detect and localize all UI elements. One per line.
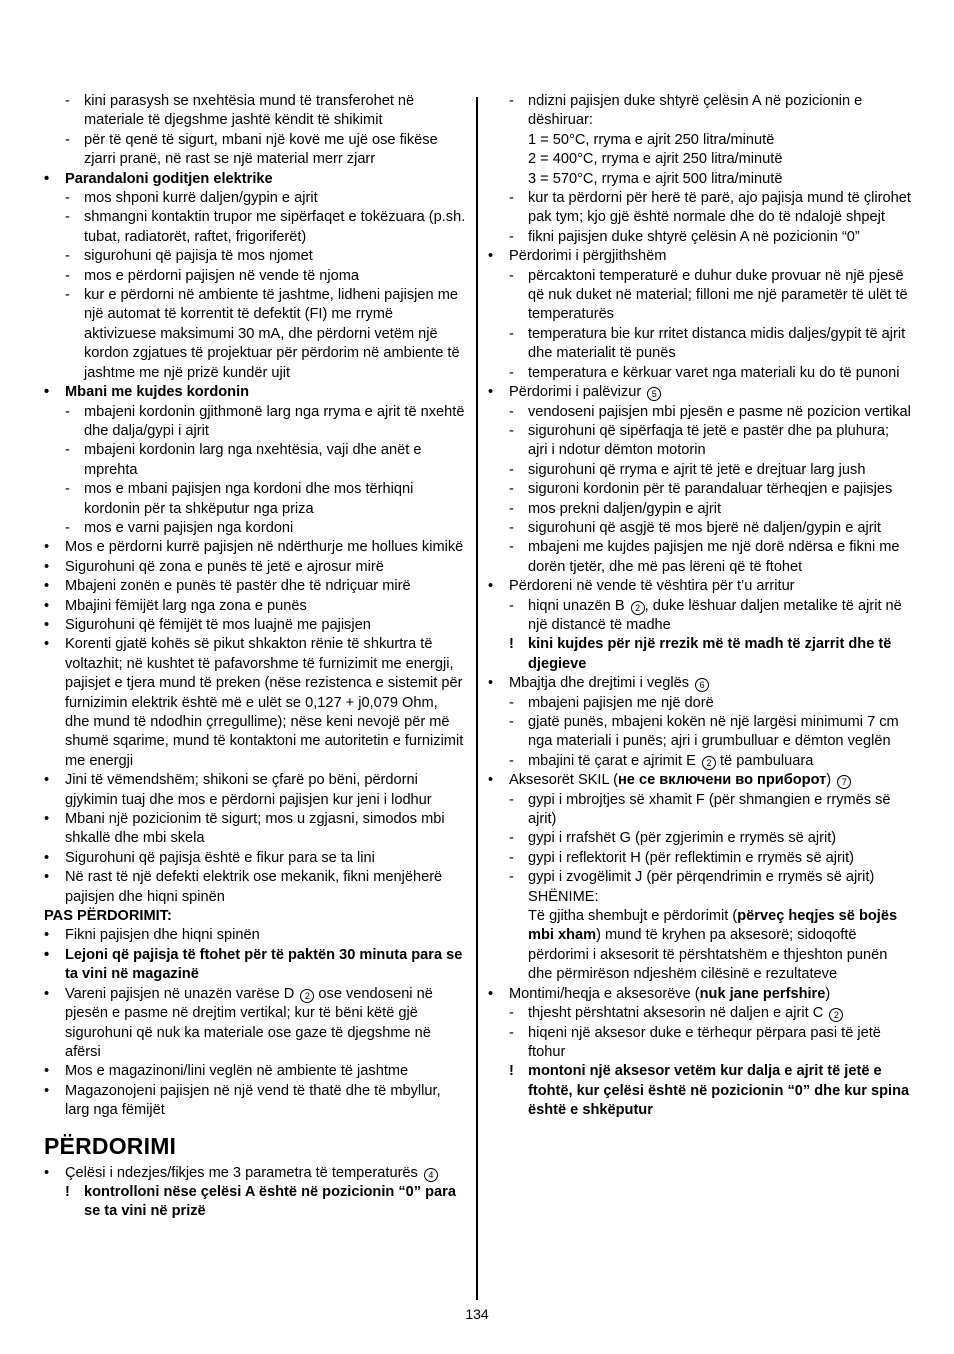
- text-run: ): [825, 985, 831, 1002]
- item-text: Mbajini fëmijët larg nga zona e punës: [65, 597, 307, 614]
- item-text: Jini të vëmendshëm; shikoni se çfarë po bëni, përdorni gjykimin tuaj dhe mos e përdorni pajisjen kur jeni i lodhur: [65, 772, 432, 808]
- bullet-item: [44, 1164, 466, 1183]
- item-text: Mbani një pozicionim të sigurt; mos u zgjasni, simodos mbi shkallë dhe mbi skela: [65, 811, 445, 847]
- bullet-mark: •: [488, 384, 494, 401]
- item-text: mos e mbani pajisjen nga kordoni dhe mos tërhiqni kordonin për ta shkëputur nga priza: [84, 481, 414, 517]
- bullet-item: [488, 985, 912, 1004]
- item-text: Përdoreni në vende të vështira për t’u arritur: [509, 578, 795, 595]
- bullet-item: [44, 538, 466, 557]
- warning-mark: !: [509, 636, 514, 653]
- item-text: vendoseni pajisjen mbi pjesën e pasme në pozicion vertikal: [528, 403, 911, 420]
- section-heading: PËRDORIMI: [44, 1132, 177, 1159]
- dash-mark: -: [509, 190, 514, 207]
- dash-mark: -: [509, 481, 514, 498]
- continuation-text: [488, 907, 912, 985]
- bold-text: përveç heqjes së bojës mbi xham: [528, 908, 898, 944]
- bullet-item: [44, 868, 466, 907]
- item-text: PAS PËRDORIMIT:: [44, 908, 172, 925]
- right-column: [488, 92, 912, 1121]
- item-text: mos e përdorni pajisjen në vende të njoma: [84, 267, 360, 284]
- item-text: mos shponi kurrë daljen/gypin e ajrit: [84, 190, 318, 207]
- bullet-mark: •: [488, 985, 494, 1002]
- continuation-text: [488, 170, 912, 189]
- item-text: Në rast të një defekti elektrik ose mekanik, fikni menjëherë pajisjen dhe hiqni spinën: [65, 869, 443, 905]
- item-text: Sigurohuni që zona e punës të jetë e ajrosur mirë: [65, 558, 384, 575]
- item-text: Sigurohuni që pajisja është e fikur para se ta lini: [65, 849, 375, 866]
- bullet-mark: •: [44, 869, 50, 886]
- bullet-mark: •: [44, 597, 50, 614]
- text-run: Montimi/heqja e aksesorëve (: [509, 985, 700, 1002]
- dash-mark: -: [509, 228, 514, 245]
- item-text: sigurohuni që rryma e ajrit të jetë e drejtuar larg jush: [528, 461, 866, 478]
- sub-item: [488, 1004, 912, 1023]
- dash-mark: -: [509, 403, 514, 420]
- sub-item: [488, 694, 912, 713]
- dash-mark: -: [509, 422, 514, 439]
- figure-ref-badge: 2: [631, 601, 645, 615]
- item-text: gypi i reflektorit H (për reflektimin e rrymës së ajrit): [528, 849, 855, 866]
- sub-item: [44, 441, 466, 480]
- bullet-mark: •: [488, 248, 494, 265]
- bullet-item: [44, 810, 466, 849]
- item-text: montoni një aksesor vetëm kur dalja e ajrit të jetë e ftohtë, kur çelësi është në pozicionin “0” dhe kur spina është e shkëputur: [528, 1063, 910, 1119]
- dash-mark: -: [509, 539, 514, 556]
- figure-ref-badge: 5: [647, 387, 661, 401]
- bullet-mark: •: [44, 1063, 50, 1080]
- dash-mark: -: [509, 93, 514, 109]
- bullet-item: [44, 849, 466, 868]
- dash-mark: -: [65, 442, 70, 459]
- dash-mark: -: [509, 519, 514, 536]
- warning-mark: !: [65, 1183, 70, 1200]
- bullet-item: [44, 1082, 466, 1121]
- bullet-item: [44, 926, 466, 945]
- bullet-mark: •: [488, 578, 494, 595]
- bullet-mark: •: [488, 772, 494, 789]
- item-text: kur ta përdorni për herë të parë, ajo pajisja mund të çlirohet pak tym; kjo gjë është normale dhe do të ndalojë shpejt: [528, 190, 911, 226]
- dash-mark: -: [509, 1024, 514, 1041]
- bullet-item: [488, 771, 912, 790]
- bold-text: не се включени во приборот: [617, 772, 827, 789]
- item-text: mos e varni pajisjen nga kordoni: [84, 519, 294, 536]
- bullet-mark: •: [44, 384, 50, 401]
- figure-ref-badge: 4: [424, 1168, 438, 1182]
- bullet-mark: •: [44, 558, 50, 575]
- text-run: , duke lëshuar daljen metalike të ajrit në një distancë të madhe: [528, 597, 902, 633]
- dash-mark: -: [509, 714, 514, 730]
- sub-item: [488, 92, 912, 131]
- item-text: Magazonojeni pajisjen në një vend të thatë dhe të mbyllur, larg nga fëmijët: [65, 1082, 441, 1119]
- item-text: përcaktoni temperaturë e duhur duke provuar në një pjesë që nuk duket në material; filloni me një parametër të ulët të temperaturës: [528, 267, 908, 323]
- bullet-mark: •: [44, 985, 50, 1002]
- item-text: temperatura bie kur rritet distanca midis daljes/gypit të ajrit dhe materialit të punës: [528, 325, 906, 362]
- item-text: kini kujdes për një rrezik më të madh të zjarrit dhe të djegieve: [528, 636, 892, 672]
- dash-mark: -: [509, 267, 514, 284]
- bullet-item: [44, 771, 466, 810]
- text-run: mbajini të çarat e ajrimit E: [528, 752, 700, 769]
- continuation-text: [488, 150, 912, 169]
- item-text: Parandaloni goditjen elektrike: [65, 170, 273, 187]
- sub-item: [44, 208, 466, 247]
- item-text: hiqeni një aksesor duke e tërhequr përpara pasi të jetë ftohur: [528, 1024, 881, 1060]
- dash-mark: -: [509, 325, 514, 342]
- item-text: ndizni pajisjen duke shtyrë çelësin A në pozicionin e dëshiruar:: [528, 93, 863, 129]
- bullet-item: [44, 577, 466, 596]
- dash-mark: -: [65, 267, 70, 284]
- bullet-mark: •: [44, 1164, 50, 1181]
- sub-item: [488, 480, 912, 499]
- bullet-mark: •: [44, 927, 50, 944]
- item-text: gypi i zvogëlimit J (për përqendrimin e rrymës së ajrit): [528, 869, 875, 886]
- figure-ref-badge: 7: [837, 775, 851, 789]
- dash-mark: -: [65, 248, 70, 265]
- dash-mark: -: [65, 481, 70, 498]
- dash-mark: -: [65, 190, 70, 207]
- sub-item: [488, 422, 912, 461]
- dash-mark: -: [509, 461, 514, 478]
- sub-item: [44, 519, 466, 538]
- dash-mark: -: [509, 869, 514, 886]
- item-text: Lejoni që pajisja të ftohet për të paktën 30 minuta para se ta vini në magazinë: [65, 946, 463, 983]
- bullet-item: [44, 616, 466, 635]
- bullet-mark: •: [44, 578, 50, 595]
- bullet-item: [44, 558, 466, 577]
- sub-item: [488, 403, 912, 422]
- bold-text: nuk jane perfshire: [699, 985, 826, 1002]
- text-run: Aksesorët SKIL (: [509, 772, 618, 789]
- item-text: siguroni kordonin për të parandaluar tërheqjen e pajisjes: [528, 481, 893, 498]
- bullet-mark: •: [44, 772, 50, 789]
- sub-item: [488, 461, 912, 480]
- text-run: të pambuluara: [715, 752, 814, 769]
- figure-ref-badge: 2: [702, 756, 716, 770]
- figure-ref-badge: 6: [695, 678, 709, 692]
- dash-mark: -: [509, 752, 514, 769]
- dash-mark: -: [65, 131, 70, 148]
- warning-item: [488, 1062, 912, 1120]
- bullet-mark: •: [44, 946, 50, 963]
- sub-item: [488, 597, 912, 636]
- sub-item: [44, 189, 466, 208]
- text-run: Përdorimi i palëvizur: [509, 384, 646, 401]
- item-text: sigurohuni që asgjë të mos bjerë në daljen/gypin e ajrit: [528, 519, 881, 536]
- text-run: Vareni pajisjen në unazën varëse D: [65, 985, 299, 1002]
- bullet-item: [44, 597, 466, 616]
- item-text: Mbajeni zonën e punës të pastër dhe të ndriçuar mirë: [65, 578, 411, 595]
- paragraph: [44, 907, 466, 926]
- text-run: Çelësi i ndezjes/fikjes me 3 parametra të temperaturës: [65, 1164, 422, 1181]
- bullet-mark: •: [44, 1082, 50, 1099]
- sub-item: [488, 849, 912, 868]
- item-text: sigurohuni që pajisja të mos njomet: [84, 248, 313, 265]
- item-text: për të qenë të sigurt, mbani një kovë me ujë ose fikëse zjarri pranë, në rast se një material merr zjarr: [84, 131, 438, 168]
- item-text: Mos e përdorni kurrë pajisjen në ndërthurje me hollues kimikë: [65, 539, 464, 556]
- dash-mark: -: [509, 364, 514, 381]
- sub-item: [44, 92, 466, 131]
- dash-mark: -: [509, 849, 514, 866]
- dash-mark: -: [509, 1005, 514, 1022]
- warning-item: [488, 635, 912, 674]
- sub-item: [44, 286, 466, 383]
- text-run: ose vendoseni në pjesën e pasme në drejtim vertikal; kur të bëni këtë gjë sigurohuni që nuk ka materiale ose gaze të djegshme në afërsi: [65, 985, 433, 1060]
- dash-mark: -: [65, 519, 70, 536]
- bullet-mark: •: [44, 539, 50, 556]
- item-text: gypi i rrafshët G (për zgjerimin e rrymës së ajrit): [528, 830, 837, 847]
- dash-mark: -: [509, 791, 514, 808]
- sub-item: [488, 228, 912, 247]
- item-text: Mos e magazinoni/lini veglën në ambiente të jashtme: [65, 1063, 409, 1080]
- item-text: Mbani me kujdes kordonin: [65, 384, 250, 401]
- item-text: fikni pajisjen duke shtyrë çelësin A në pozicionin “0”: [528, 228, 860, 245]
- item-text: 2 = 400°C, rryma e ajrit 250 litra/minutë: [528, 151, 783, 168]
- bullet-item: [488, 674, 912, 693]
- dash-mark: -: [509, 500, 514, 517]
- bullet-item: [488, 577, 912, 596]
- item-text: kontrolloni nëse çelësi A është në pozicionin “0” para se ta vini në prizë: [84, 1183, 456, 1220]
- bullet-mark: •: [44, 849, 50, 866]
- item-text: Përdorimi i përgjithshëm: [509, 248, 667, 265]
- text-run: Të gjitha shembujt e përdorimit (: [528, 908, 738, 925]
- text-run: Mbajtja dhe drejtimi i veglës: [509, 675, 694, 692]
- sub-item: [488, 538, 912, 577]
- sub-item: [488, 364, 912, 383]
- sub-item: [44, 403, 466, 442]
- dash-mark: -: [65, 403, 70, 420]
- sub-item: [488, 713, 912, 752]
- bullet-item: [44, 170, 466, 189]
- dash-mark: -: [509, 694, 514, 711]
- item-text: kur e përdorni në ambiente të jashtme, lidheni pajisjen me një automat të korrentit të defektit (FI) me rrymë aktivizuese maksimumi 30 mA, dhe përdorni vetëm një kordon zgjatues të projektuar për përdorim në ambiente të jashtme me një prizë kundër ujit: [84, 287, 460, 381]
- sub-item: [488, 1024, 912, 1063]
- sub-item: [488, 519, 912, 538]
- figure-ref-badge: 2: [829, 1008, 843, 1022]
- sub-item: [44, 247, 466, 266]
- sub-item: [488, 829, 912, 848]
- warning-mark: !: [509, 1063, 514, 1080]
- item-text: Sigurohuni që fëmijët të mos luajnë me pajisjen: [65, 616, 371, 633]
- item-text: shmangni kontaktin trupor me sipërfaqet e tokëzuara (p.sh. tubat, radiatorët, raftet, frigoriferët): [84, 209, 466, 245]
- item-text: Korenti gjatë kohës së pikut shkakton rënie të shkurtra të voltazhit; në kushtet të pafavorshme të furnizimit me energji, pajisjet e tjera mund të preken (nëse rezistenca e sistemit për furnizimin elektrik është më e ulët se 0,127 + j0,079 Ohm, dhe mund të ndodhin çrregullime); nëse keni nevojë për më shumë sqarime, mund të kontaktoni me autoritetin e furnizimit me energji: [65, 636, 464, 769]
- warning-item: [44, 1183, 466, 1222]
- item-text: Fikni pajisjen dhe hiqni spinën: [65, 927, 260, 944]
- continuation-text: [488, 131, 912, 150]
- continuation-text: [488, 888, 912, 907]
- text-run: ) mund të kryhen pa aksesorë; sidoqoftë përdorimi i aksesorit të përshtatshëm e thjeshton punën dhe përmirëson ndjeshëm cilësinë e rezultateve: [528, 927, 888, 983]
- item-text: temperatura e kërkuar varet nga materiali ku do të punoni: [528, 364, 900, 381]
- bullet-item: [44, 1062, 466, 1081]
- item-text: sigurohuni që sipërfaqja të jetë e pastër dhe pa pluhura; ajri i ndotur dëmton motorin: [528, 422, 890, 459]
- text-run: hiqni unazën B: [528, 597, 629, 614]
- item-text: gypi i mbrojtjes së xhamit F (për shmangien e rrymës së ajrit): [528, 791, 891, 828]
- sub-item: [488, 868, 912, 887]
- sub-item: [488, 189, 912, 228]
- item-text: SHËNIME:: [528, 888, 599, 905]
- bullet-mark: •: [488, 675, 494, 692]
- bullet-mark: •: [44, 616, 50, 633]
- sub-item: [488, 500, 912, 519]
- page-number: 134: [465, 1306, 489, 1322]
- item-text: mos prekni daljen/gypin e ajrit: [528, 500, 722, 517]
- bullet-mark: •: [44, 170, 50, 187]
- text-run: ): [826, 772, 836, 789]
- dash-mark: -: [65, 93, 70, 109]
- bullet-mark: •: [44, 811, 50, 828]
- dash-mark: -: [509, 830, 514, 847]
- item-text: mbajeni kordonin gjithmonë larg nga rryma e ajrit të nxehtë dhe dalja/gypi i ajrit: [84, 403, 465, 439]
- bullet-mark: •: [44, 636, 50, 653]
- bullet-item: [44, 946, 466, 985]
- sub-item: [488, 791, 912, 830]
- left-column: [44, 92, 466, 1222]
- item-text: 1 = 50°C, rryma e ajrit 250 litra/minutë: [528, 131, 775, 148]
- text-run: thjesht përshtatni aksesorin në daljen e ajrit C: [528, 1005, 828, 1022]
- item-text: kini parasysh se nxehtësia mund të transferohet në materiale të djegshme jashtë këndit të shikimit: [84, 93, 415, 129]
- sub-item: [488, 325, 912, 364]
- item-text: mbajeni pajisjen me një dorë: [528, 694, 714, 711]
- dash-mark: -: [509, 597, 514, 614]
- dash-mark: -: [65, 287, 70, 304]
- sub-item: [488, 752, 912, 771]
- sub-item: [488, 267, 912, 325]
- sub-item: [44, 267, 466, 286]
- bullet-item: [44, 635, 466, 771]
- item-text: mbajeni me kujdes pajisjen me një dorë ndërsa e fikni me dorën tjetër, dhe më pas lëreni që të ftohet: [528, 539, 900, 575]
- bullet-item: [488, 383, 912, 402]
- item-text: 3 = 570°C, rryma e ajrit 500 litra/minutë: [528, 170, 783, 187]
- item-text: gjatë punës, mbajeni kokën në një largësi minimumi 7 cm nga materiali i punës; ajri i grumbulluar e dëmton veglën: [528, 714, 899, 750]
- figure-ref-badge: 2: [300, 989, 314, 1003]
- item-text: mbajeni kordonin larg nga nxehtësia, vaji dhe anët e mprehta: [84, 442, 422, 478]
- bullet-item: [488, 247, 912, 266]
- sub-item: [44, 480, 466, 519]
- sub-item: [44, 131, 466, 170]
- bullet-item: [44, 985, 466, 1063]
- column-divider: [476, 97, 478, 1300]
- bullet-item: [44, 383, 466, 402]
- dash-mark: -: [65, 209, 70, 226]
